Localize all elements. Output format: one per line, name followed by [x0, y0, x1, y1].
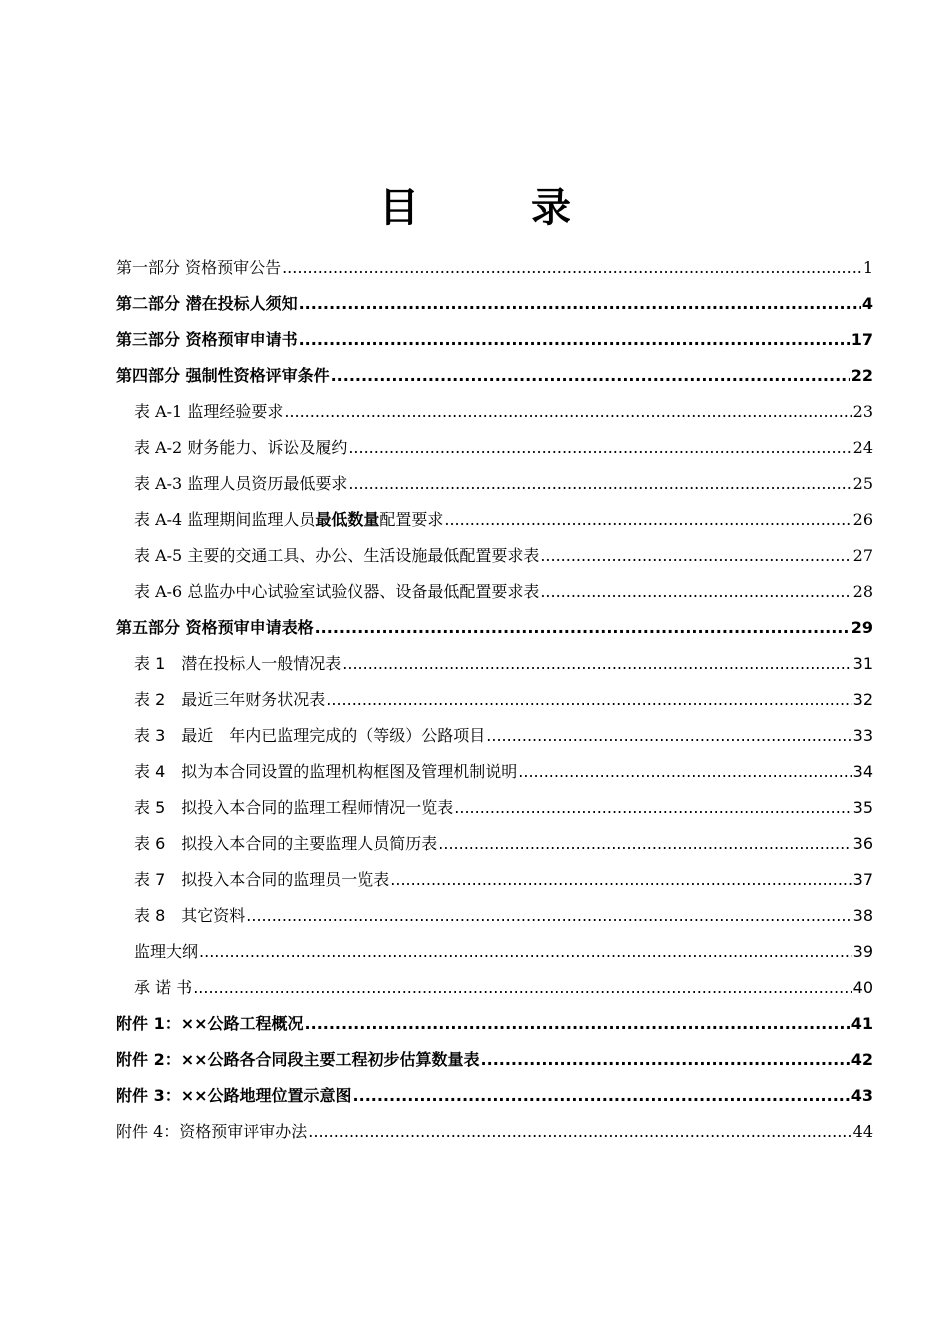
toc-entry-label: 表 A-3 监理人员资历最低要求	[134, 474, 348, 493]
toc-entry-label: 表 4 拟为本合同设置的监理机构框图及管理机制说明	[134, 762, 518, 781]
toc-leader-dots	[390, 865, 851, 895]
toc-page-number: 41	[850, 1014, 873, 1033]
toc-page-number: 27	[852, 546, 873, 565]
toc-page-number: 44	[852, 1122, 873, 1141]
toc-page-number: 39	[852, 942, 873, 961]
toc-page-number: 43	[850, 1086, 873, 1105]
toc-page-number: 36	[852, 834, 873, 853]
toc-entry-label: 附件 1：××公路工程概况	[116, 1014, 304, 1033]
toc-entry[interactable]	[116, 1045, 873, 1081]
toc-page-number: 22	[850, 366, 873, 385]
toc-entry[interactable]	[116, 469, 873, 505]
toc-entry[interactable]	[116, 505, 873, 541]
toc-leader-dots	[353, 1081, 850, 1111]
toc-leader-dots	[486, 721, 851, 751]
toc-entry-label: 表 1 潜在投标人一般情况表	[134, 654, 342, 673]
toc-entry[interactable]	[116, 325, 873, 361]
toc-page-number: 42	[850, 1050, 873, 1069]
toc-title: 目 录	[379, 184, 607, 231]
toc-entry[interactable]	[116, 289, 873, 325]
toc-entry[interactable]	[116, 361, 873, 397]
toc-entry[interactable]	[116, 901, 873, 937]
toc-leader-dots	[246, 901, 851, 931]
toc-entry-label: 第五部分 资格预审申请表格	[116, 618, 314, 637]
toc-page-number: 1	[862, 258, 873, 277]
toc-leader-dots	[481, 1045, 850, 1075]
toc-entry[interactable]	[116, 973, 873, 1009]
toc-page-number: 33	[852, 726, 873, 745]
toc-page-number: 35	[852, 798, 873, 817]
toc-entry-label: 第二部分 潜在投标人须知	[116, 294, 298, 313]
toc-page-number: 25	[852, 474, 873, 493]
toc-entry-label: 表 7 拟投入本合同的监理员一览表	[134, 870, 390, 889]
toc-page-number: 4	[861, 294, 873, 313]
toc-page-number: 26	[852, 510, 873, 529]
toc-entry[interactable]	[116, 1009, 873, 1045]
toc-leader-dots	[305, 1009, 850, 1039]
toc-page-number: 37	[852, 870, 873, 889]
toc-entry-label: 表 8 其它资料	[134, 906, 246, 925]
toc-leader-dots	[348, 433, 851, 463]
toc-page-number: 24	[852, 438, 873, 457]
toc-page-number: 32	[852, 690, 873, 709]
toc-entry[interactable]	[116, 649, 873, 685]
toc-entry-label: 表 A-5 主要的交通工具、办公、生活设施最低配置要求表	[134, 546, 540, 565]
toc-leader-dots	[444, 505, 851, 535]
toc-entry-label: 附件 2：××公路各合同段主要工程初步估算数量表	[116, 1050, 480, 1069]
toc-entry[interactable]	[116, 613, 873, 649]
toc-leader-dots	[315, 613, 850, 643]
toc-leader-dots	[540, 577, 851, 607]
toc-entry[interactable]	[116, 793, 873, 829]
toc-entry[interactable]	[116, 721, 873, 757]
toc-entry[interactable]	[116, 1117, 873, 1153]
toc-page-number: 28	[852, 582, 873, 601]
toc-leader-dots	[438, 829, 851, 859]
toc-entry-label-emphasis: 最低数量	[315, 510, 380, 529]
toc-page-number: 23	[852, 402, 873, 421]
toc-entry-label	[134, 505, 443, 535]
toc-leader-dots	[199, 937, 852, 967]
toc-entry[interactable]	[116, 757, 873, 793]
toc-entry-label: 表 3 最近 年内已监理完成的（等级）公路项目	[134, 726, 486, 745]
toc-entry-label: 附件 4：资格预审评审办法	[116, 1122, 308, 1141]
toc-entry-label: 表 A-6 总监办中心试验室试验仪器、设备最低配置要求表	[134, 582, 540, 601]
toc-leader-dots	[454, 793, 851, 823]
toc-leader-dots	[308, 1117, 851, 1147]
toc-entry-label: 监理大纲	[134, 942, 199, 961]
toc-entry[interactable]	[116, 685, 873, 721]
toc-page-number: 38	[852, 906, 873, 925]
toc-entry[interactable]	[116, 865, 873, 901]
toc-leader-dots	[348, 469, 851, 499]
toc-entry[interactable]	[116, 397, 873, 433]
toc-leader-dots	[540, 541, 851, 571]
toc-page-number: 34	[852, 762, 873, 781]
toc-entry-label-part: 表 A-4 监理期间监理人员	[134, 510, 316, 529]
toc-entry[interactable]	[116, 1081, 873, 1117]
toc-entry-label: 第四部分 强制性资格评审条件	[116, 366, 330, 385]
toc-entry-label: 表 A-2 财务能力、诉讼及履约	[134, 438, 348, 457]
toc-leader-dots	[299, 289, 861, 319]
toc-entry[interactable]	[116, 937, 873, 973]
toc-entry-label: 表 A-1 监理经验要求	[134, 402, 284, 421]
toc-leader-dots	[193, 973, 851, 1003]
toc-leader-dots	[284, 397, 851, 427]
toc-entry-label-part: 配置要求	[379, 510, 444, 529]
toc-entry-label: 表 5 拟投入本合同的监理工程师情况一览表	[134, 798, 454, 817]
toc-entry-label: 第一部分 资格预审公告	[116, 258, 282, 277]
toc-entry[interactable]	[116, 541, 873, 577]
toc-entry[interactable]	[116, 829, 873, 865]
toc-entry-label: 附件 3：××公路地理位置示意图	[116, 1086, 352, 1105]
toc-page-number: 17	[850, 330, 873, 349]
table-of-contents	[116, 253, 873, 1153]
toc-entry[interactable]	[116, 253, 873, 289]
toc-page-number: 31	[852, 654, 873, 673]
toc-page-number: 29	[850, 618, 873, 637]
toc-leader-dots	[299, 325, 850, 355]
toc-leader-dots	[282, 253, 862, 283]
toc-leader-dots	[326, 685, 851, 715]
toc-entry-label: 承 诺 书	[134, 978, 193, 997]
toc-entry-label: 表 6 拟投入本合同的主要监理人员简历表	[134, 834, 438, 853]
toc-entry-label: 表 2 最近三年财务状况表	[134, 690, 326, 709]
toc-leader-dots	[518, 757, 851, 787]
toc-leader-dots	[342, 649, 851, 679]
toc-leader-dots	[331, 361, 850, 391]
toc-page-number: 40	[852, 978, 873, 997]
toc-entry-label: 第三部分 资格预审申请书	[116, 330, 298, 349]
toc-entry[interactable]	[116, 577, 873, 613]
toc-entry[interactable]	[116, 433, 873, 469]
